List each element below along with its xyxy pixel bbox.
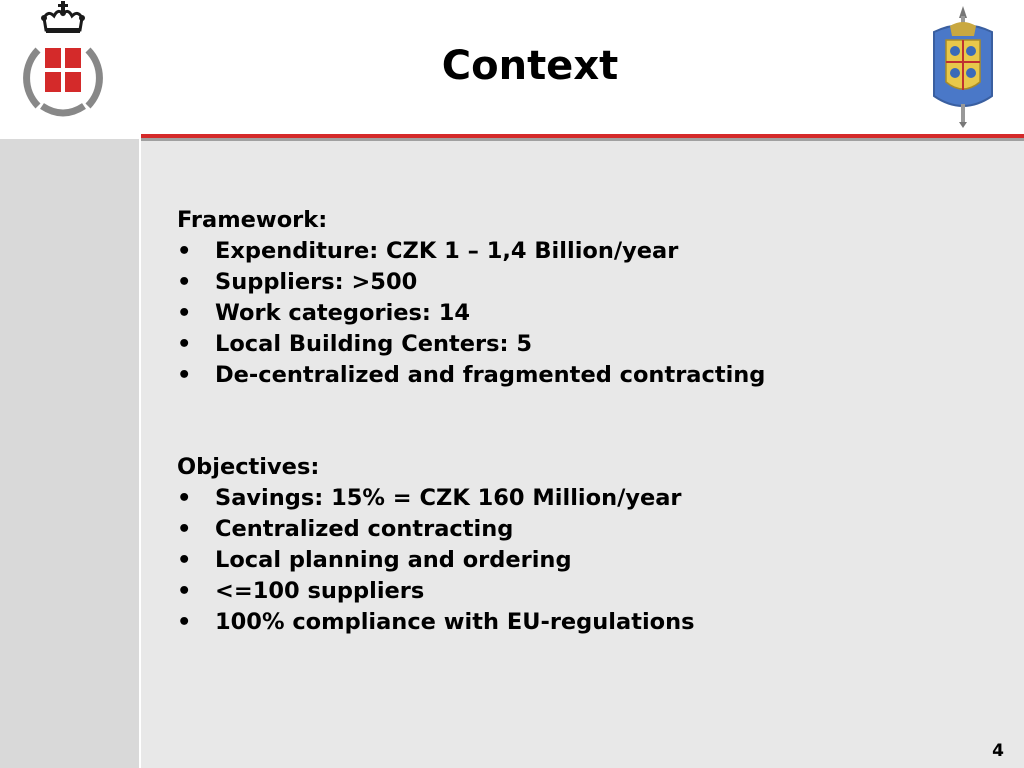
bullet-icon: • — [177, 269, 192, 295]
slide-body — [177, 205, 977, 638]
list-item: • 100% compliance with EU-regulations — [177, 607, 977, 638]
list-item: • Work categories: 14 — [177, 298, 977, 329]
list-item: • Suppliers: >500 — [177, 267, 977, 298]
bullet-icon: • — [177, 516, 192, 542]
objectives-list — [177, 483, 977, 638]
bullet-icon: • — [177, 547, 192, 573]
crown-icon — [41, 1, 85, 33]
framework-heading: Framework: — [177, 207, 328, 233]
bullet-icon: • — [177, 238, 192, 264]
list-item: • Centralized contracting — [177, 514, 977, 545]
left-sidebar-band — [0, 139, 139, 768]
cross-emblem — [43, 46, 83, 96]
page-number: 4 — [992, 741, 1004, 761]
list-item: • <=100 suppliers — [177, 576, 977, 607]
bullet-icon: • — [177, 331, 192, 357]
list-item: • De-centralized and fragmented contracting — [177, 360, 977, 391]
header-divider-shadow — [141, 138, 1024, 141]
slide-title: Context — [441, 43, 619, 89]
bullet-icon: • — [177, 485, 192, 511]
bullet-icon: • — [177, 578, 192, 604]
list-item: • Local planning and ordering — [177, 545, 977, 576]
list-item: • Local Building Centers: 5 — [177, 329, 977, 360]
bullet-icon: • — [177, 609, 192, 635]
section-gap — [177, 391, 977, 452]
crowned-cross-logo — [14, 0, 116, 118]
coat-of-arms-crest — [930, 4, 996, 128]
bullet-icon: • — [177, 362, 192, 388]
objectives-heading: Objectives: — [177, 454, 320, 480]
framework-list — [177, 236, 977, 391]
list-item: • Expenditure: CZK 1 – 1,4 Billion/year — [177, 236, 977, 267]
list-item: • Savings: 15% = CZK 160 Million/year — [177, 483, 977, 514]
bullet-icon: • — [177, 300, 192, 326]
